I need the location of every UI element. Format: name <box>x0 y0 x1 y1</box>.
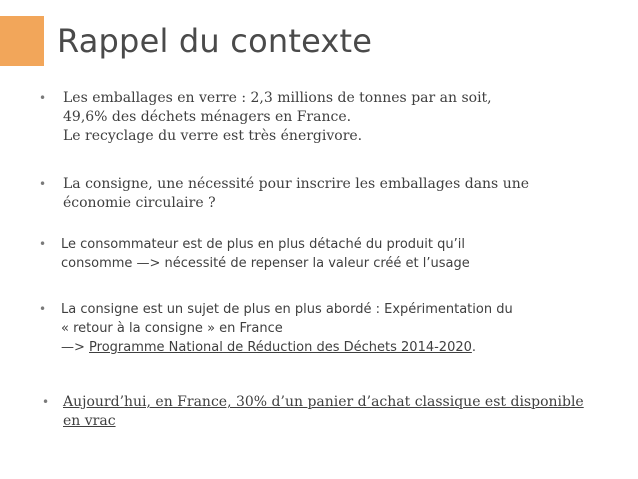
bullet-text <box>61 235 470 273</box>
bullet-line: consomme —> nécessité de repenser la valeur créé et l’usage <box>61 256 470 271</box>
bullet-dot-icon: • <box>39 302 47 316</box>
bullet-deposit-topic <box>39 300 513 357</box>
bullet-line: « retour à la consigne » en France <box>61 321 283 336</box>
bullet-text <box>61 300 513 357</box>
bullet-line: La consigne, une nécessité pour inscrire les emballages dans une <box>63 176 530 192</box>
bullet-deposit-necessity <box>39 175 529 213</box>
bullet-line: La consigne est un sujet de plus en plus abordé : Expérimentation du <box>61 302 513 317</box>
bullet-bulk-shopping <box>42 393 584 431</box>
bullet-line: Le recyclage du verre est très énergivore. <box>63 128 363 144</box>
bullet-dot-icon: • <box>39 177 47 191</box>
bullet-line: Le consommateur est de plus en plus détaché du produit qu’il <box>61 237 465 252</box>
period-suffix: . <box>471 340 477 355</box>
bullet-text <box>63 89 492 146</box>
link-line: Aujourd’hui, en France, 30% d’un panier d’achat classique est disponible <box>63 394 584 410</box>
bullet-text <box>63 393 584 431</box>
title-accent-block <box>0 16 44 66</box>
link-line: en vrac <box>63 413 116 429</box>
bullet-line: Les emballages en verre : 2,3 millions de tonnes par an soit, <box>63 90 492 106</box>
arrow-prefix: —> <box>61 340 90 355</box>
bulk-shopping-link[interactable] <box>63 393 584 431</box>
bullet-dot-icon: • <box>39 237 47 251</box>
bullet-dot-icon: • <box>42 395 50 409</box>
bullet-line: économie circulaire ? <box>63 195 216 211</box>
bullet-consumer-detached <box>39 235 470 273</box>
bullet-line: 49,6% des déchets ménagers en France. <box>63 109 352 125</box>
bullet-glass-packaging <box>39 89 492 146</box>
bullet-dot-icon: • <box>39 91 47 105</box>
bullet-text <box>63 175 529 213</box>
slide-title: Rappel du contexte <box>57 22 373 60</box>
bullet-line-with-link <box>61 338 513 357</box>
program-link[interactable]: Programme National de Réduction des Déchets 2014-2020 <box>89 340 472 355</box>
